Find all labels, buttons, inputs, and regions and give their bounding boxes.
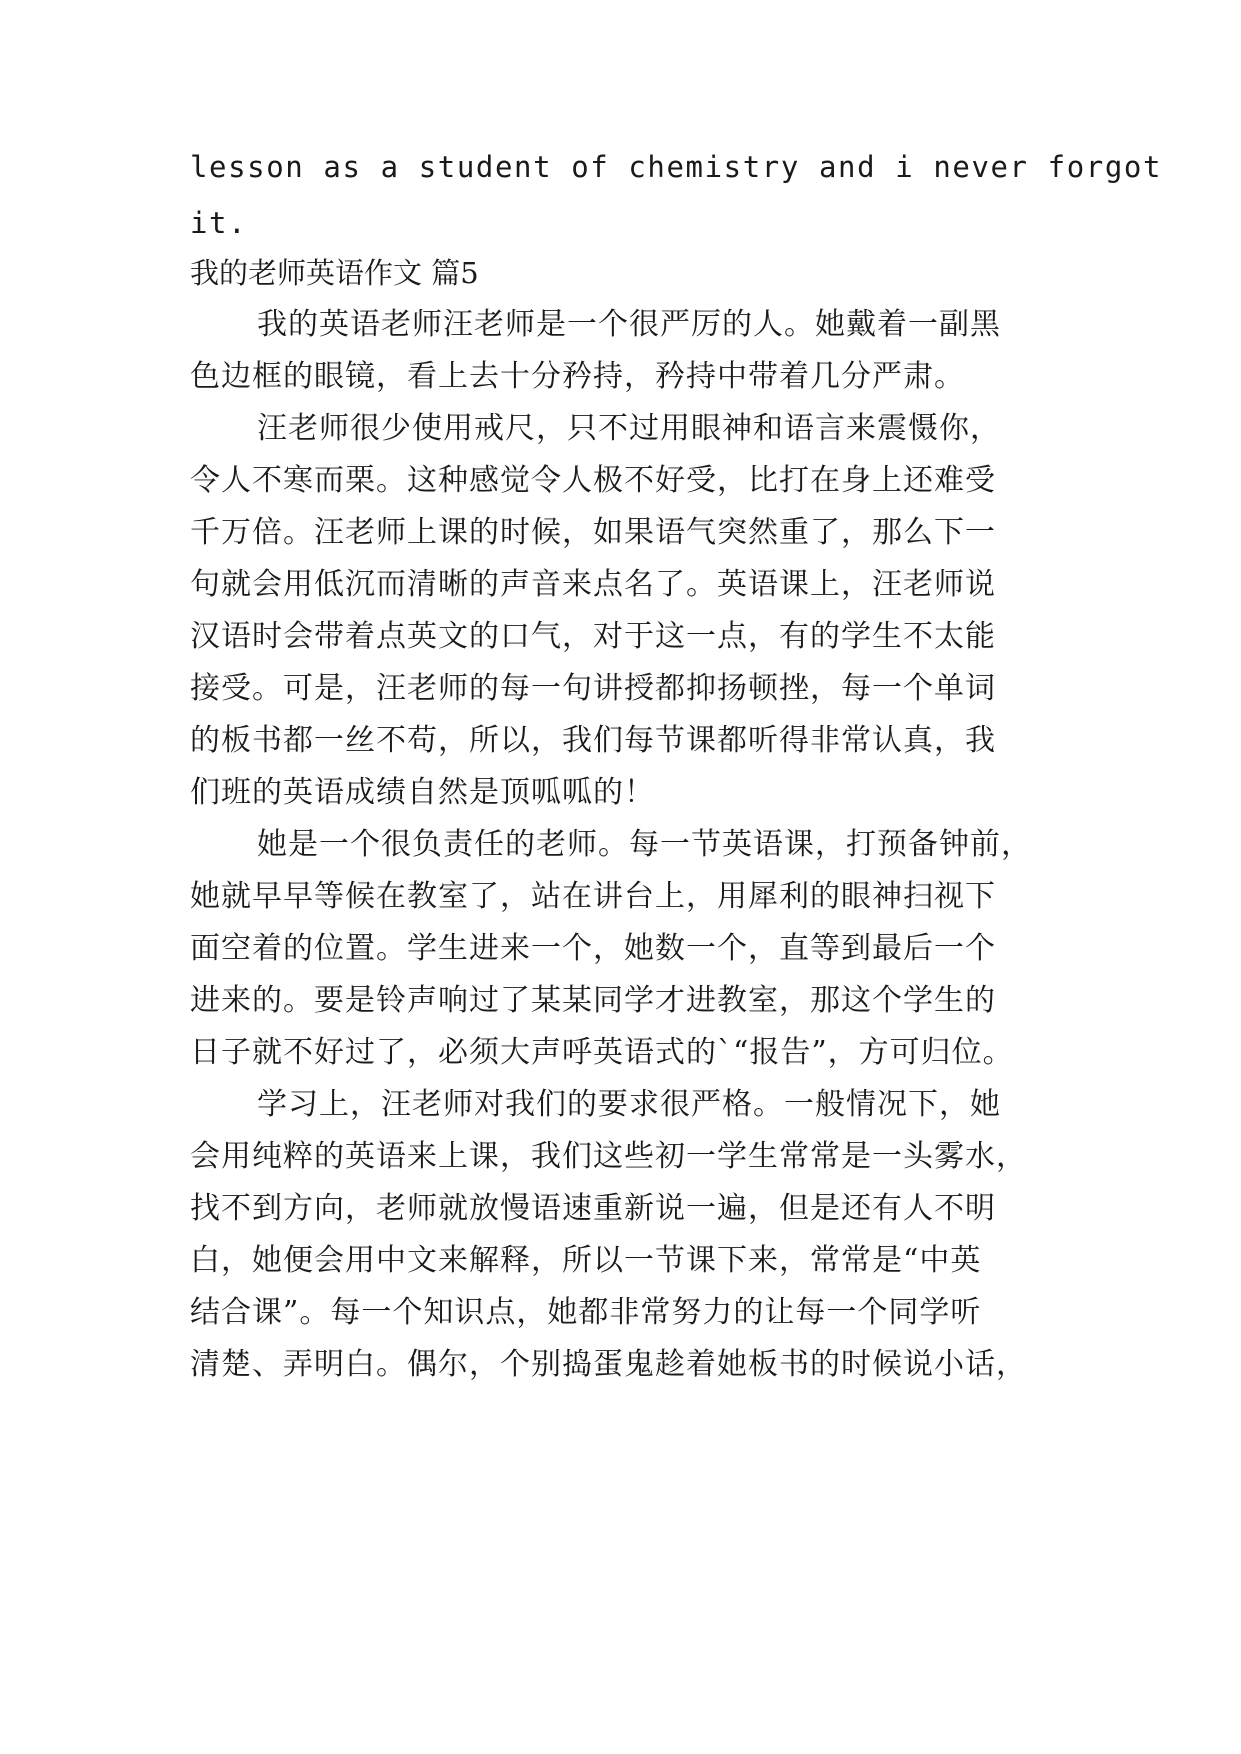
paragraph-line: 清楚、弄明白。偶尔，个别捣蛋鬼趁着她板书的时候说小话， xyxy=(190,1347,1027,1382)
paragraph-line: 结合课”。每一个知识点，她都非常努力的让每一个同学听 xyxy=(190,1295,982,1330)
paragraph-line: 令人不寒而栗。这种感觉令人极不好受，比打在身上还难受 xyxy=(190,463,996,498)
paragraph-line: 汪老师很少使用戒尺，只不过用眼神和语言来震慑你， xyxy=(257,411,1001,446)
paragraph-line: 她是一个很负责任的老师。每一节英语课，打预备钟前， xyxy=(257,827,1032,862)
paragraph-line: 色边框的眼镜，看上去十分矜持，矜持中带着几分严肃。 xyxy=(190,359,965,394)
paragraph-line: 千万倍。汪老师上课的时候，如果语气突然重了，那么下一 xyxy=(190,515,996,550)
paragraph-line: 面空着的位置。学生进来一个，她数一个，直等到最后一个 xyxy=(190,931,996,966)
paragraph-line: 接受。可是，汪老师的每一句讲授都抑扬顿挫，每一个单词 xyxy=(190,671,996,706)
intro-line: it. xyxy=(190,206,248,240)
paragraph-line: 日子就不好过了，必须大声呼英语式的`“报告”，方可归位。 xyxy=(190,1035,1014,1070)
paragraph-line: 学习上，汪老师对我们的要求很严格。一般情况下，她 xyxy=(257,1087,1001,1122)
paragraph-line: 句就会用低沉而清晰的声音来点名了。英语课上，汪老师说 xyxy=(190,567,996,602)
paragraph-line: 找不到方向，老师就放慢语速重新说一遍，但是还有人不明 xyxy=(190,1191,996,1226)
paragraph-line: 我的英语老师汪老师是一个很严厉的人。她戴着一副黑 xyxy=(257,307,1001,342)
paragraph-line: 白，她便会用中文来解释，所以一节课下来，常常是“中英 xyxy=(190,1243,982,1278)
paragraph-line: 们班的英语成绩自然是顶呱呱的！ xyxy=(190,775,655,810)
paragraph-line: 她就早早等候在教室了，站在讲台上，用犀利的眼神扫视下 xyxy=(190,879,996,914)
intro-line: lesson as a student of chemistry and i never forgot xyxy=(190,150,1163,184)
section-title: 我的老师英语作文 篇5 xyxy=(190,256,479,290)
paragraph-line: 会用纯粹的英语来上课，我们这些初一学生常常是一头雾水， xyxy=(190,1139,1027,1174)
paragraph-line: 的板书都一丝不苟，所以，我们每节课都听得非常认真，我 xyxy=(190,723,996,758)
paragraph-line: 进来的。要是铃声响过了某某同学才进教室，那这个学生的 xyxy=(190,983,996,1018)
paragraph-line: 汉语时会带着点英文的口气，对于这一点，有的学生不太能 xyxy=(190,619,996,654)
